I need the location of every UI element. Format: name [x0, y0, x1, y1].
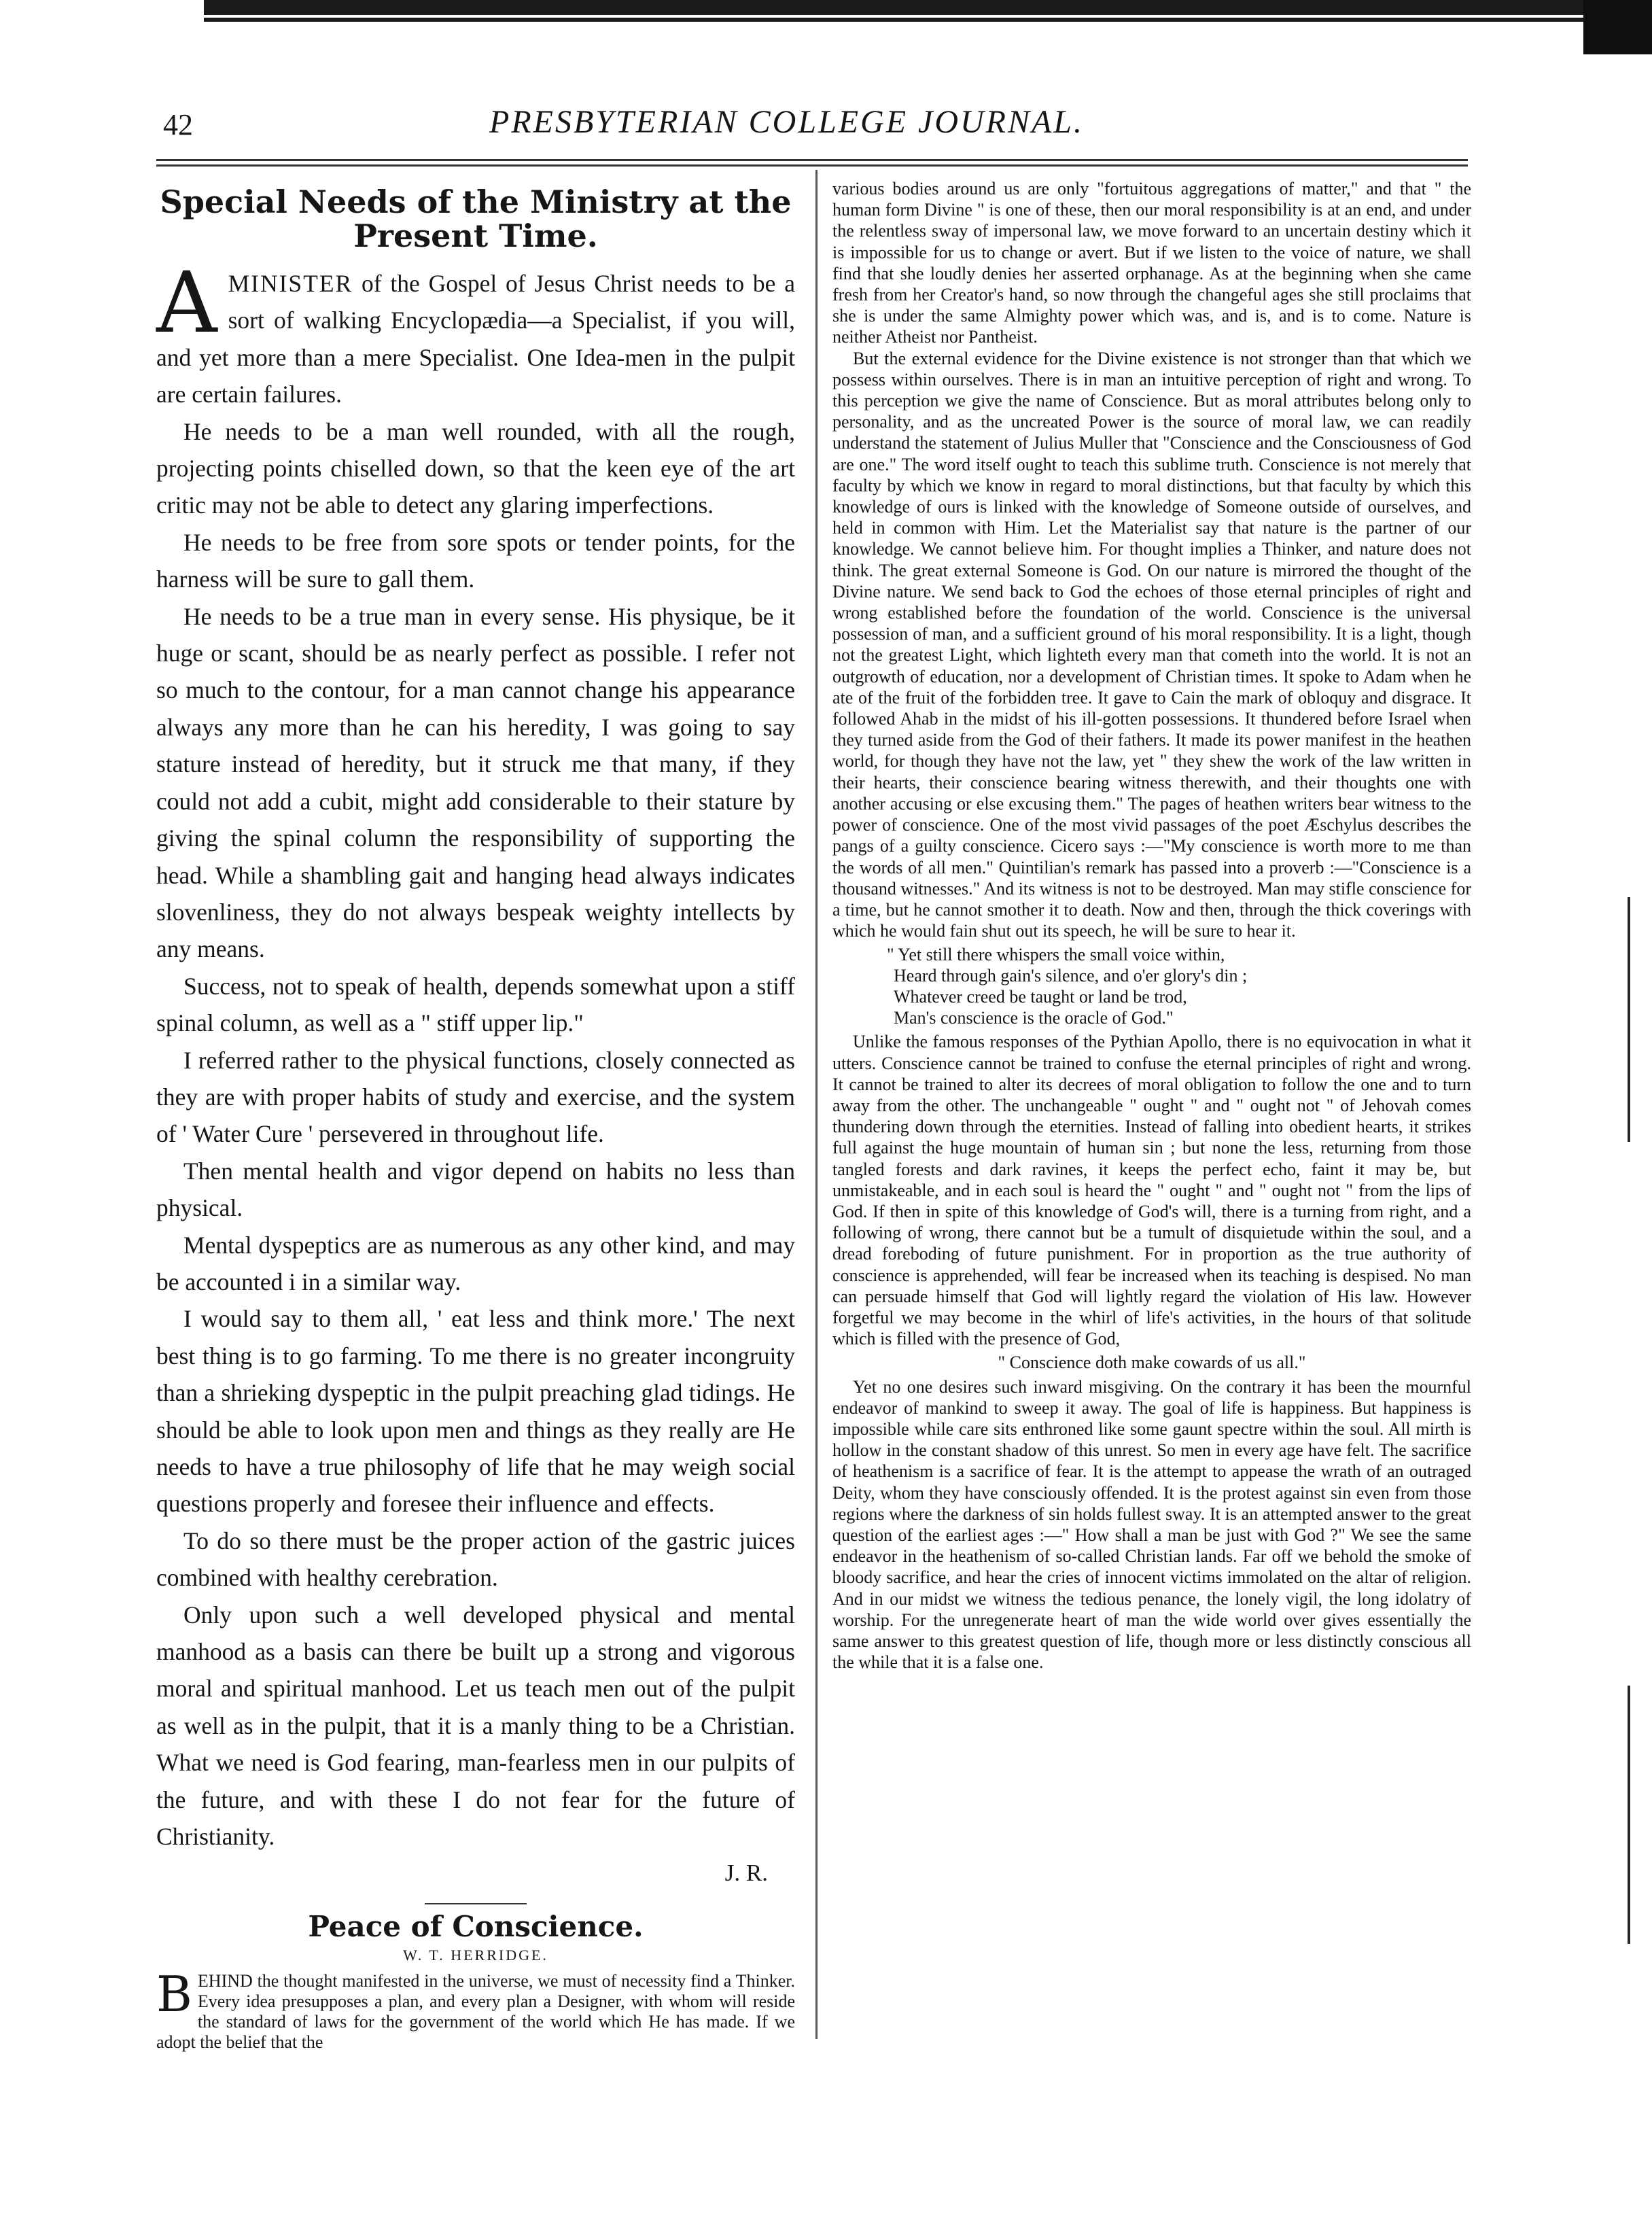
second-article-body: [156, 1965, 795, 2053]
poem-line: Whatever creed be taught or land be trod,: [894, 987, 1187, 1007]
header-rule-top: [156, 159, 1468, 161]
poem-quotation: [887, 944, 1471, 1028]
paragraph-text: EHIND the thought manifested in the universe, we must of necessity find a Thinker. Every idea presupposes a plan, and every plan a Designer, with whom will reside the standard of laws for the government of the world which He has made. If we adopt the belief that the: [156, 1970, 795, 2052]
article-paragraph: He needs to be a true man in every sense. His physique, be it huge or scant, should be as nearly perfect as possible. I refer not so much to the contour, for a man cannot change his appearance always any more than he can his heredity, I was going to say stature instead of heredity, but it struck me that many, if they could not add a cubit, might add considerable to their stature by giving the spinal column the responsibility of supporting the head. While a shambling gait and hanging head always indicates slovenliness, they do not always bespeak weighty intellects by any means.: [156, 602, 795, 963]
article-paragraph: Mental dyspeptics are as numerous as any other kind, and may be accounted i in a similar way.: [156, 1231, 795, 1295]
drop-cap: B: [156, 1965, 192, 2023]
poem-line: " Yet still there whispers the small voice within,: [887, 945, 1225, 965]
article-paragraph: Unlike the famous responses of the Pythian Apollo, there is no equivocation in what it utters. Conscience cannot be trained to confuse the eternal principles of right and wrong. It cannot be trained to alter its decrees of moral obligation to follow the one and to turn away from the other. The unchangeable " ought " and " ought not " of Jehovah comes thundering down through the eternities. Instead of falling into obedient hearts, it strikes full against the huge mountain of human sin ; but none the less, returning from those tangled forests and dark ravines, it keeps the perfect echo, faint it may be, but unmistakeable, and in each soul is heard the " ought " and " ought not " from the lips of God. If then in spite of this knowledge of God's will, there is a turning from right, and a following of wrong, there cannot but be a tumult of disquietude within the soul, and a dread foreboding of future punishment. For in proportion as the true authority of conscience is apprehended, will fear be increased when its teaching is despised. No man can persuade himself that God will lightly regard the violation of His law. However forgetful we may become in the whirl of life's activities, in the hours of that solitude which is filled with the presence of God,: [832, 1032, 1471, 1349]
article-paragraph: I referred rather to the physical functions, closely connected as they are with proper habits of study and exercise, and the system of ' Water Cure ' persevered in throughout life.: [156, 1046, 795, 1148]
article-title: Special Needs of the Ministry at the Present Time.: [160, 184, 792, 254]
drop-cap: A: [156, 254, 217, 352]
journal-running-head: PRESBYTERIAN COLLEGE JOURNAL.: [489, 104, 1084, 140]
article-paragraph: But the external evidence for the Divine existence is not stronger than that which we possess within ourselves. There is in man an intuitive perception of right and wrong. To this perception we give the name of Conscience. But as moral attributes belong only to personality, and as the uncreated Power is the source of moral law, we can readily understand the statement of Julius Muller that "Conscience and the Consciousness of God are one." The word itself ought to teach this sublime truth. Conscience is not merely that faculty by which we know in regard to moral distinctions, but that faculty by which this knowledge of ours is linked with the knowledge of Someone outside of ourselves, and held in common with Him. Let the Materialist say that nature is the partner of our knowledge. We cannot believe him. For thought implies a Thinker, and nature does not think. The great external Someone is God. On our nature is mirrored the thought of the Divine nature. We send back to God the echoes of those eternal principles of right and wrong established before the foundation of the world. Conscience is the universal possession of man, and a sufficient ground of his moral responsibility. It is a light, though not the greatest Light, which lighteth every man that cometh into the world. It is not an outgrowth of education, nor a development of Christian times. It spoke to Adam when he ate of the fruit of the forbidden tree. It gave to Cain the mark of obloquy and disgrace. It followed Ahab in the midst of his ill-gotten possessions. It thundered before Israel when they turned aside from the God of their fathers. It made its power manifest in the heathen world, for though they have not the law, yet " they shew the work of the law written in their hearts, their conscience bearing witness therewith, and their thoughts one with another accusing or else excusing them." The pages of heathen writers bear witness to the power of conscience. One of the most vivid passages of the poet Æschylus describes the pangs of a guilty conscience. Cicero says :—"My conscience is worth more to me than the words of all men." Quintilian's remark has passed into a proverb :—"Conscience is a thousand witnesses." And its witness is not to be destroyed. Man may stifle conscience for a time, but he cannot smother it to death. Now and then, through the thick coverings with which he would fain shut out its speech, he will be sure to hear it.: [832, 348, 1471, 941]
paragraph-text: of the Gospel of Jesus Christ needs to be a sort of walking Encyclopædia—a Specialist, if you will, and yet more than a mere Specialist. One Idea-men in the pulpit are certain failures.: [156, 270, 795, 408]
article-paragraph: [156, 1965, 795, 2053]
poem-line: Man's conscience is the oracle of God.": [894, 1008, 1174, 1028]
top-corner-block: [1583, 0, 1652, 54]
article-paragraph: He needs to be free from sore spots or tender points, for the harness will be sure to gall them.: [156, 528, 795, 593]
lead-word: MINISTER: [228, 270, 353, 297]
second-article-title: Peace of Conscience.: [308, 1909, 644, 1943]
article-paragraph: [156, 254, 795, 413]
poem-line: Heard through gain's silence, and o'er glory's din ;: [894, 966, 1248, 986]
left-column: [156, 178, 795, 2053]
page-number: 42: [163, 108, 193, 141]
article-paragraph: He needs to be a man well rounded, with all the rough, projecting points chiselled down, so that the keen eye of the art critic may not be able to detect any glaring imperfections.: [156, 417, 795, 519]
top-border-rule: [204, 0, 1583, 15]
article-divider: [425, 1903, 527, 1904]
article-paragraph: Yet no one desires such inward misgiving. On the contrary it has been the mournful endeavor of mankind to sweep it away. The goal of life is happiness. But happiness is impossible while care sits enthroned like some gaunt spectre within the soul. All mirth is hollow in the constant shadow of this unrest. So men in every age have felt. The sacrifice of heathenism is a sacrifice of fear. It is the attempt to appease the wrath of an outraged Deity, whom they have consciously offended. It is the protest against sin even from those regions where the darkness of sin holds fullest sway. It is an attempted answer to the great question of the earliest ages :—" How shall a man be just with God ?" We see the same endeavor in the heathenism of so-called Christian lands. Far off we behold the smoke of bloody sacrifice, and hear the cries of innocent victims immolated on the altar of religion. And in our midst we witness the tedious penance, the lonely vigil, the long idolatry of worship. For the unregenerate heart of man the wide world over gives essentially the same answer to this greatest question of life, though more or less distinctly conscious all the while that it is a false one.: [832, 1376, 1471, 1673]
article-byline: W. T. HERRIDGE.: [403, 1946, 548, 1964]
right-column: [832, 178, 1471, 1673]
top-border-thin-rule: [204, 18, 1583, 22]
article-paragraph: Only upon such a well developed physical and mental manhood as a basis can there be built up a strong and vigorous moral and spiritual manhood. Let us teach men out of the pulpit as well as in the pulpit, that it is a manly thing to be a Christian. What we need is God fearing, man-fearless men in our pulpits of the future, and with these I do not fear for the future of Christianity.: [156, 1601, 795, 1851]
article-paragraph: various bodies around us are only "fortuitous aggregations of matter," and that " the human form Divine " is one of these, then our moral responsibility is at an end, and under the relentless sway of impersonal law, we move forward to an uncertain destiny which it is impossible for us to change or avert. But if we listen to the voice of nature, we shall find that she loudly denies her asserted orphanage. As at the beginning when she came fresh from her Creator's hand, so now through the changeful ages she still proclaims that she is under the same Almighty power which was, and is, and is to come. Nature is neither Atheist nor Pantheist.: [832, 179, 1471, 347]
quotation-line: " Conscience doth make cowards of us all.": [998, 1353, 1306, 1373]
article-paragraph: Success, not to speak of health, depends somewhat upon a stiff spinal column, as well as a " stiff upper lip.": [156, 972, 795, 1037]
article-paragraph: Then mental health and vigor depend on habits no less than physical.: [156, 1157, 795, 1222]
article-paragraph: To do so there must be the proper action of the gastric juices combined with healthy cerebration.: [156, 1527, 795, 1592]
margin-mark: [1628, 897, 1630, 1142]
article-paragraph: I would say to them all, ' eat less and think more.' The next best thing is to go farming. To me there is no greater incongruity than a shrieking dyspeptic in the pulpit preaching glad tidings. He should be able to look upon men and things as they really are He needs to have a true philosophy of life that he may weigh social questions properly and foresee their influence and effects.: [156, 1305, 795, 1518]
article-signature: J. R.: [724, 1860, 768, 1887]
header-rule-bottom: [156, 164, 1468, 167]
margin-mark: [1628, 1686, 1630, 1944]
column-divider: [815, 170, 818, 2039]
